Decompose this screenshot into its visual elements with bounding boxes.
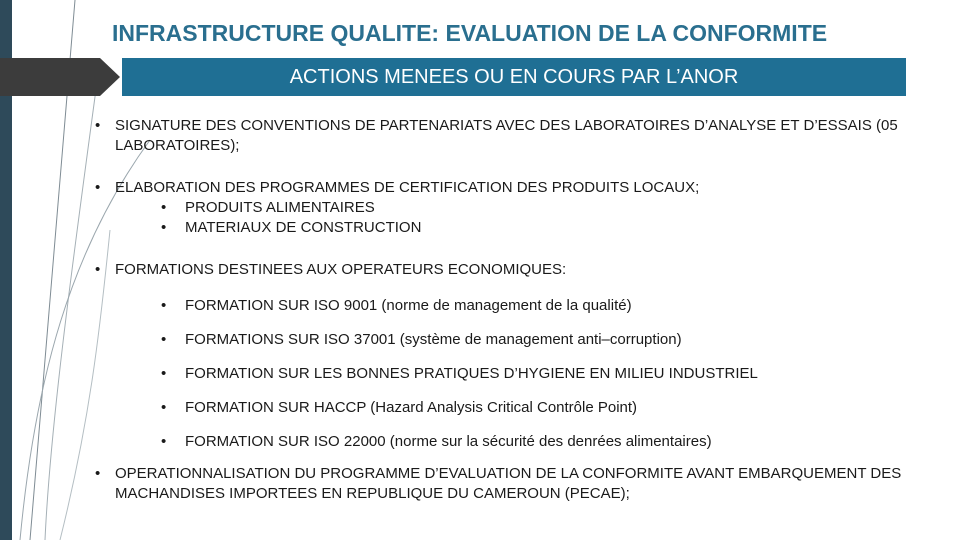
subtitle-banner: ACTIONS MENEES OU EN COURS PAR L’ANOR bbox=[122, 58, 906, 96]
bullet-item bbox=[95, 116, 915, 156]
bullet-text: • OPERATIONNALISATION DU PROGRAMME D’EVALUATION DE LA CONFORMITE AVANT EMBARQUEMENT DES MACHANDISES IMPORTEES EN REPUBLIQUE DU CAMEROUN (PECAE); bbox=[95, 464, 915, 504]
sub-bullet: • FORMATION SUR LES BONNES PRATIQUES D’HYGIENE EN MILIEU INDUSTRIEL bbox=[95, 364, 915, 384]
sub-bullet: • FORMATIONS SUR ISO 37001 (système de management anti–corruption) bbox=[95, 330, 915, 350]
sub-bullet: • FORMATION SUR HACCP (Hazard Analysis Critical Contrôle Point) bbox=[95, 398, 915, 418]
bullet-text: • ELABORATION DES PROGRAMMES DE CERTIFICATION DES PRODUITS LOCAUX; bbox=[95, 178, 915, 198]
slide-title: INFRASTRUCTURE QUALITE: EVALUATION DE LA CONFORMITE bbox=[112, 20, 828, 46]
bullet-text: • SIGNATURE DES CONVENTIONS DE PARTENARIATS AVEC DES LABORATOIRES D’ANALYSE ET D’ESSAIS (05 LABORATOIRES); bbox=[95, 116, 915, 156]
bullet-content bbox=[95, 116, 915, 504]
sub-bullet: • MATERIAUX DE CONSTRUCTION bbox=[95, 218, 915, 238]
bullet-item bbox=[95, 178, 915, 238]
sub-bullet: • PRODUITS ALIMENTAIRES bbox=[95, 198, 915, 218]
bullet-text: • FORMATIONS DESTINEES AUX OPERATEURS ECONOMIQUES: bbox=[95, 260, 915, 280]
sub-bullet: • FORMATION SUR ISO 22000 (norme sur la sécurité des denrées alimentaires) bbox=[95, 432, 915, 452]
sub-bullet: • FORMATION SUR ISO 9001 (norme de management de la qualité) bbox=[95, 296, 915, 316]
bullet-item bbox=[95, 464, 915, 504]
bullet-item bbox=[95, 260, 915, 452]
arrow-tab-decoration bbox=[0, 58, 120, 96]
